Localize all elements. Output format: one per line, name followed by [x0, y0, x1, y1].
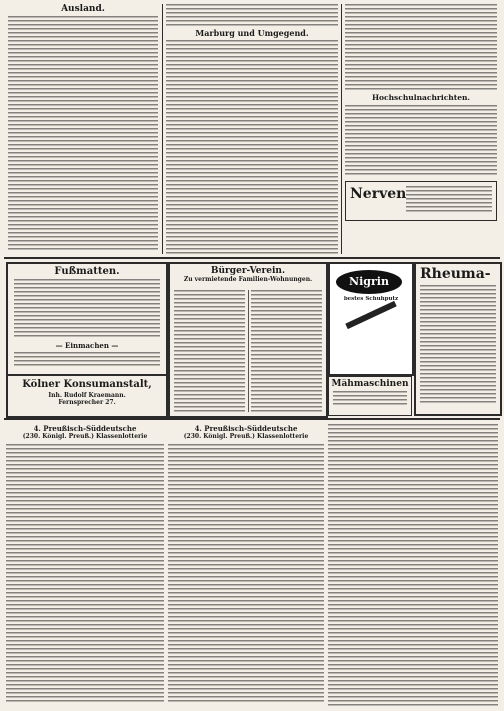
article-text: [8, 16, 158, 252]
konsum-name: Kölner Konsumanstalt,: [22, 379, 152, 390]
article-text: [345, 4, 497, 90]
heading-hochschule: Hochschulnachrichten.: [371, 93, 471, 102]
lottery-right: [168, 424, 324, 706]
konsum-street: Fernsprecher 27.: [58, 399, 116, 406]
rheuma-heading: Rheuma-: [420, 266, 491, 282]
mahnschienen-heading: Mähmaschinen: [331, 379, 409, 389]
rheuma-ad: [414, 262, 502, 416]
nigrin-ad: [328, 262, 414, 376]
buergerverein-heading: Bürger-Verein.: [210, 266, 286, 276]
fussmatten-tail: — Einmachen —: [55, 341, 119, 350]
lottery-left-title: 4. Preußisch-Süddeutsche: [33, 424, 137, 433]
column-ausland: [8, 4, 158, 254]
lottery-left-sub: (230. Königl. Preuß.) Klassenlotterie: [22, 433, 148, 440]
nigrin-oval: [336, 270, 402, 294]
buergerverein-sub: Zu vermietende Familien-Wohnungen.: [183, 276, 313, 283]
column-marburg: [166, 4, 338, 254]
buergerverein-table: [168, 262, 328, 418]
lottery-left: [6, 424, 164, 706]
heading-ausland: Ausland.: [61, 4, 105, 14]
mahnschienen-ad: [328, 376, 412, 416]
article-text: [345, 105, 497, 177]
lottery-right-title: 4. Preußisch-Süddeutsche: [194, 424, 298, 433]
article-text: [166, 40, 338, 254]
fussmatten-heading: Fußmatten.: [54, 266, 120, 277]
lottery-continued: [328, 424, 498, 706]
nerven-heading: Nerven: [350, 186, 407, 202]
lottery-right-sub: (230. Königl. Preuß.) Klassenlotterie: [183, 433, 309, 440]
column-right-top: [345, 4, 497, 254]
heading-marburg: Marburg und Umgegend.: [195, 28, 309, 38]
fussmatten-ad: [6, 262, 168, 376]
konsum-ad: [6, 374, 168, 418]
nigrin-name: Nigrin: [349, 275, 389, 288]
nigrin-sub: bestes Schuhputz: [343, 296, 399, 302]
nerven-ad: [345, 181, 497, 221]
article-text: [166, 4, 338, 26]
konsum-line: Inh. Rudolf Kraemann.: [48, 392, 126, 399]
brush-icon: [345, 301, 396, 329]
